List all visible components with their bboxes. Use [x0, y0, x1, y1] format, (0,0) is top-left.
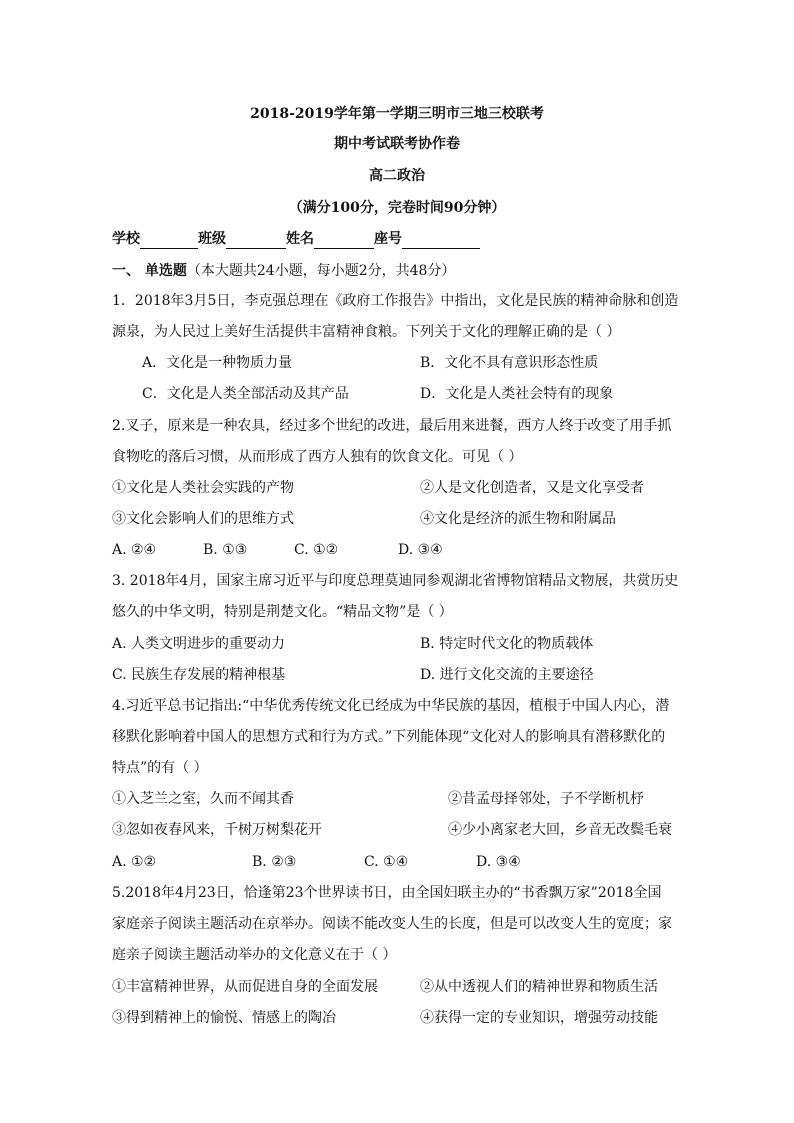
name-label: 姓名 — [286, 231, 314, 247]
question-4-item-2: ②昔孟母择邻处，子不学断机杼 — [448, 791, 644, 807]
question-1-option-a: A．文化是一种物质力量 — [142, 355, 293, 371]
student-info-row — [112, 229, 480, 249]
question-1-option-c: C．文化是人类全部活动及其产品 — [142, 386, 349, 402]
question-2-option-c: C. ①② — [294, 542, 339, 558]
question-2-option-a: A. ②④ — [112, 542, 157, 558]
question-2-stem: 食物吃的落后习惯，从而形成了西方人独有的饮食文化。可见（ ） — [112, 449, 523, 465]
question-5-stem: 5.2018年4月23日，恰逢第23个世界读书日，由全国妇联主办的“书香飘万家”2018全国 — [112, 885, 662, 901]
question-4-option-d: D. ③④ — [476, 854, 521, 870]
name-blank — [314, 232, 374, 249]
question-4-option-c: C. ①④ — [364, 854, 409, 870]
question-4-stem: 移默化影响着中国人的思想方式和行为方式。”下列能体现“文化对人的影响具有潜移默化的 — [112, 729, 666, 745]
exam-info: （满分100分，完卷时间90分钟） — [288, 200, 506, 216]
question-1-option-b: B．文化不具有意识形态性质 — [420, 355, 599, 371]
question-4-item-3: ③忽如夜春风来，千树万树梨花开 — [112, 822, 322, 838]
question-5-item-2: ②从中透视人们的精神世界和物质生活 — [420, 979, 658, 995]
question-3-stem: 悠久的中华文明，特别是荆楚文化。“精品文物”是（ ） — [112, 604, 453, 620]
seat-blank — [402, 232, 480, 249]
question-3-option-d: D. 进行文化交流的主要途径 — [420, 667, 594, 683]
question-4-stem: 4.习近平总书记指出:“中华优秀传统文化已经成为中华民族的基因，植根于中国人内心，潜 — [112, 698, 670, 714]
question-5-item-4: ④获得一定的专业知识，增强劳动技能 — [420, 1010, 658, 1026]
question-3-option-b: B. 特定时代文化的物质载体 — [420, 636, 594, 652]
section-header — [112, 261, 455, 281]
question-5-stem: 家庭亲子阅读主题活动在京举办。阅读不能改变人生的长度，但是可以改变人生的宽度；家 — [112, 916, 672, 932]
question-3-stem: 3. 2018年4月，国家主席习近平与印度总理莫迪同参观湖北省博物馆精品文物展，共赏历史 — [112, 573, 679, 589]
exam-subtitle: 期中考试联考协作卷 — [334, 136, 460, 152]
question-3-option-c: C. 民族生存发展的精神根基 — [112, 667, 286, 683]
question-2-item-2: ②人是文化创造者，又是文化享受者 — [420, 480, 644, 496]
question-1-option-d: D．文化是人类社会特有的现象 — [420, 386, 614, 402]
subject-title: 高二政治 — [369, 168, 425, 184]
class-blank — [226, 232, 286, 249]
school-label: 学校 — [112, 231, 140, 247]
question-4-option-a: A. ①② — [112, 854, 157, 870]
question-4-stem: 特点”的有（ ） — [112, 760, 208, 776]
question-5-item-1: ①丰富精神世界，从而促进自身的全面发展 — [112, 979, 378, 995]
exam-title: 2018-2019学年第一学期三明市三地三校联考 — [250, 106, 544, 122]
question-2-stem: 2.叉子，原来是一种农具，经过多个世纪的改进，最后用来进餐，西方人终于改变了用手抓 — [112, 418, 672, 434]
question-3-option-a: A. 人类文明进步的重要动力 — [112, 636, 286, 652]
question-4-item-1: ①入芝兰之室，久而不闻其香 — [112, 791, 294, 807]
question-1-stem: 1．2018年3月5日，李克强总理在《政府工作报告》中指出，文化是民族的精神命脉和创造 — [112, 293, 679, 309]
question-2-item-3: ③文化会影响人们的思维方式 — [112, 511, 294, 527]
school-blank — [140, 232, 198, 249]
question-2-item-1: ①文化是人类社会实践的产物 — [112, 480, 294, 496]
section-note: （本大题共24小题，每小题2分，共48分） — [186, 263, 456, 279]
question-2-option-d: D. ③④ — [398, 542, 443, 558]
seat-label: 座号 — [374, 231, 402, 247]
question-1-stem: 源泉，为人民过上美好生活提供丰富精神食粮。下列关于文化的理解正确的是（ ） — [112, 324, 621, 340]
question-5-item-3: ③得到精神上的愉悦、情感上的陶冶 — [112, 1010, 336, 1026]
question-2-option-b: B. ①③ — [203, 542, 248, 558]
section-title: 一、 单选题 — [112, 263, 187, 279]
question-5-stem: 庭亲子阅读主题活动举办的文化意义在于（ ） — [112, 947, 397, 963]
question-4-item-4: ④少小离家老大回，乡音无改鬓毛衰 — [448, 822, 672, 838]
question-4-option-b: B. ②③ — [252, 854, 297, 870]
question-2-item-4: ④文化是经济的派生物和附属品 — [420, 511, 616, 527]
class-label: 班级 — [198, 231, 226, 247]
